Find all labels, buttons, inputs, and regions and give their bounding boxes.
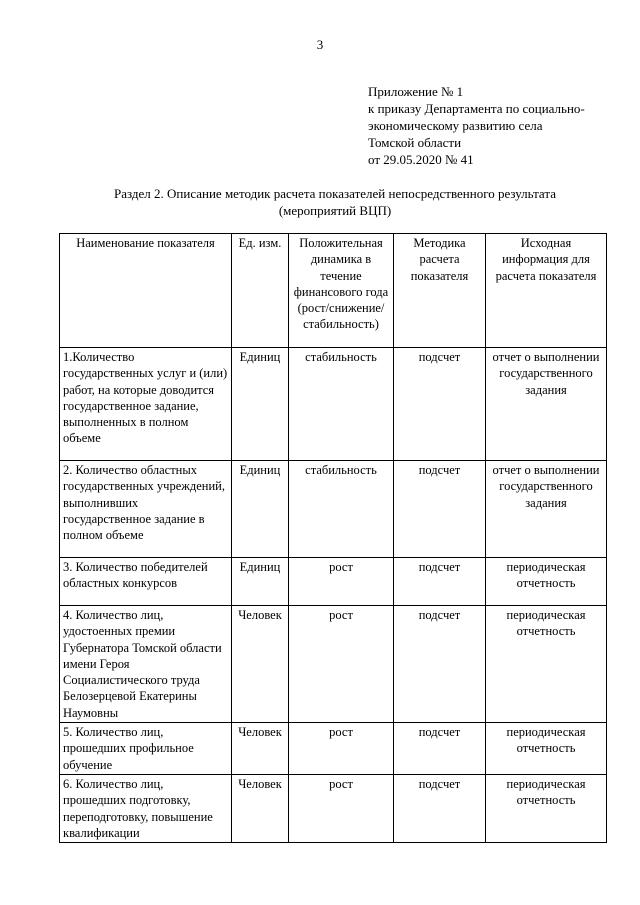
appendix-line: от 29.05.2020 № 41 (368, 152, 474, 167)
cell-method: подсчет (394, 461, 486, 558)
cell-source: периодическая отчетность (486, 558, 607, 606)
indicators-table (59, 233, 607, 843)
cell-unit: Единиц (232, 461, 289, 558)
cell-dynamics: рост (289, 558, 394, 606)
section-title-line: (мероприятий ВЦП) (278, 203, 392, 218)
cell-method: подсчет (394, 723, 486, 775)
cell-name: 1.Количество государственных услуг и (или) работ, на которые доводится государственное задание, выполненных в полном объеме (60, 348, 232, 461)
cell-source: периодическая отчетность (486, 723, 607, 775)
section-title-line: Раздел 2. Описание методик расчета показателей непосредственного результата (114, 186, 556, 201)
cell-dynamics: рост (289, 774, 394, 842)
cell-source: отчет о выполнении государственного задания (486, 461, 607, 558)
cell-dynamics: стабильность (289, 461, 394, 558)
cell-name: 5. Количество лиц, прошедших профильное обучение (60, 723, 232, 775)
cell-method: подсчет (394, 606, 486, 723)
appendix-line: экономическому развитию села (368, 118, 543, 133)
table-row (60, 723, 607, 775)
cell-name: 3. Количество победителей областных конкурсов (60, 558, 232, 606)
cell-name: 4. Количество лиц, удостоенных премии Губернатора Томской области имени Героя Социалистического труда Белозерцевой Екатерины Наумовны (60, 606, 232, 723)
table-row (60, 774, 607, 842)
header-name: Наименование показателя (60, 234, 232, 348)
header-method: Методика расчета показателя (394, 234, 486, 348)
cell-method: подсчет (394, 348, 486, 461)
cell-name: 2. Количество областных государственных учреждений, выполнивших государственное задание в полном объеме (60, 461, 232, 558)
cell-unit: Человек (232, 606, 289, 723)
header-unit: Ед. изм. (232, 234, 289, 348)
cell-source: периодическая отчетность (486, 774, 607, 842)
appendix-line: к приказу Департамента по социально- (368, 101, 585, 116)
cell-dynamics: рост (289, 723, 394, 775)
appendix-line: Приложение № 1 (368, 84, 464, 99)
cell-method: подсчет (394, 774, 486, 842)
cell-source: периодическая отчетность (486, 606, 607, 723)
table-row (60, 558, 607, 606)
cell-unit: Человек (232, 774, 289, 842)
appendix-line: Томской области (368, 135, 462, 150)
cell-source: отчет о выполнении государственного задания (486, 348, 607, 461)
cell-dynamics: стабильность (289, 348, 394, 461)
section-title (60, 185, 610, 219)
cell-unit: Единиц (232, 558, 289, 606)
cell-method: подсчет (394, 558, 486, 606)
table-row (60, 461, 607, 558)
cell-unit: Единиц (232, 348, 289, 461)
appendix-block (368, 83, 628, 168)
table-row (60, 606, 607, 723)
table-header-row (60, 234, 607, 348)
cell-unit: Человек (232, 723, 289, 775)
cell-name: 6. Количество лиц, прошедших подготовку, переподготовку, повышение квалификации (60, 774, 232, 842)
table-row (60, 348, 607, 461)
header-source: Исходная информация для расчета показателя (486, 234, 607, 348)
cell-dynamics: рост (289, 606, 394, 723)
page-number: 3 (316, 37, 324, 52)
header-dynamics: Положительная динамика в течение финансового года (рост/снижение/ стабильность) (289, 234, 394, 348)
